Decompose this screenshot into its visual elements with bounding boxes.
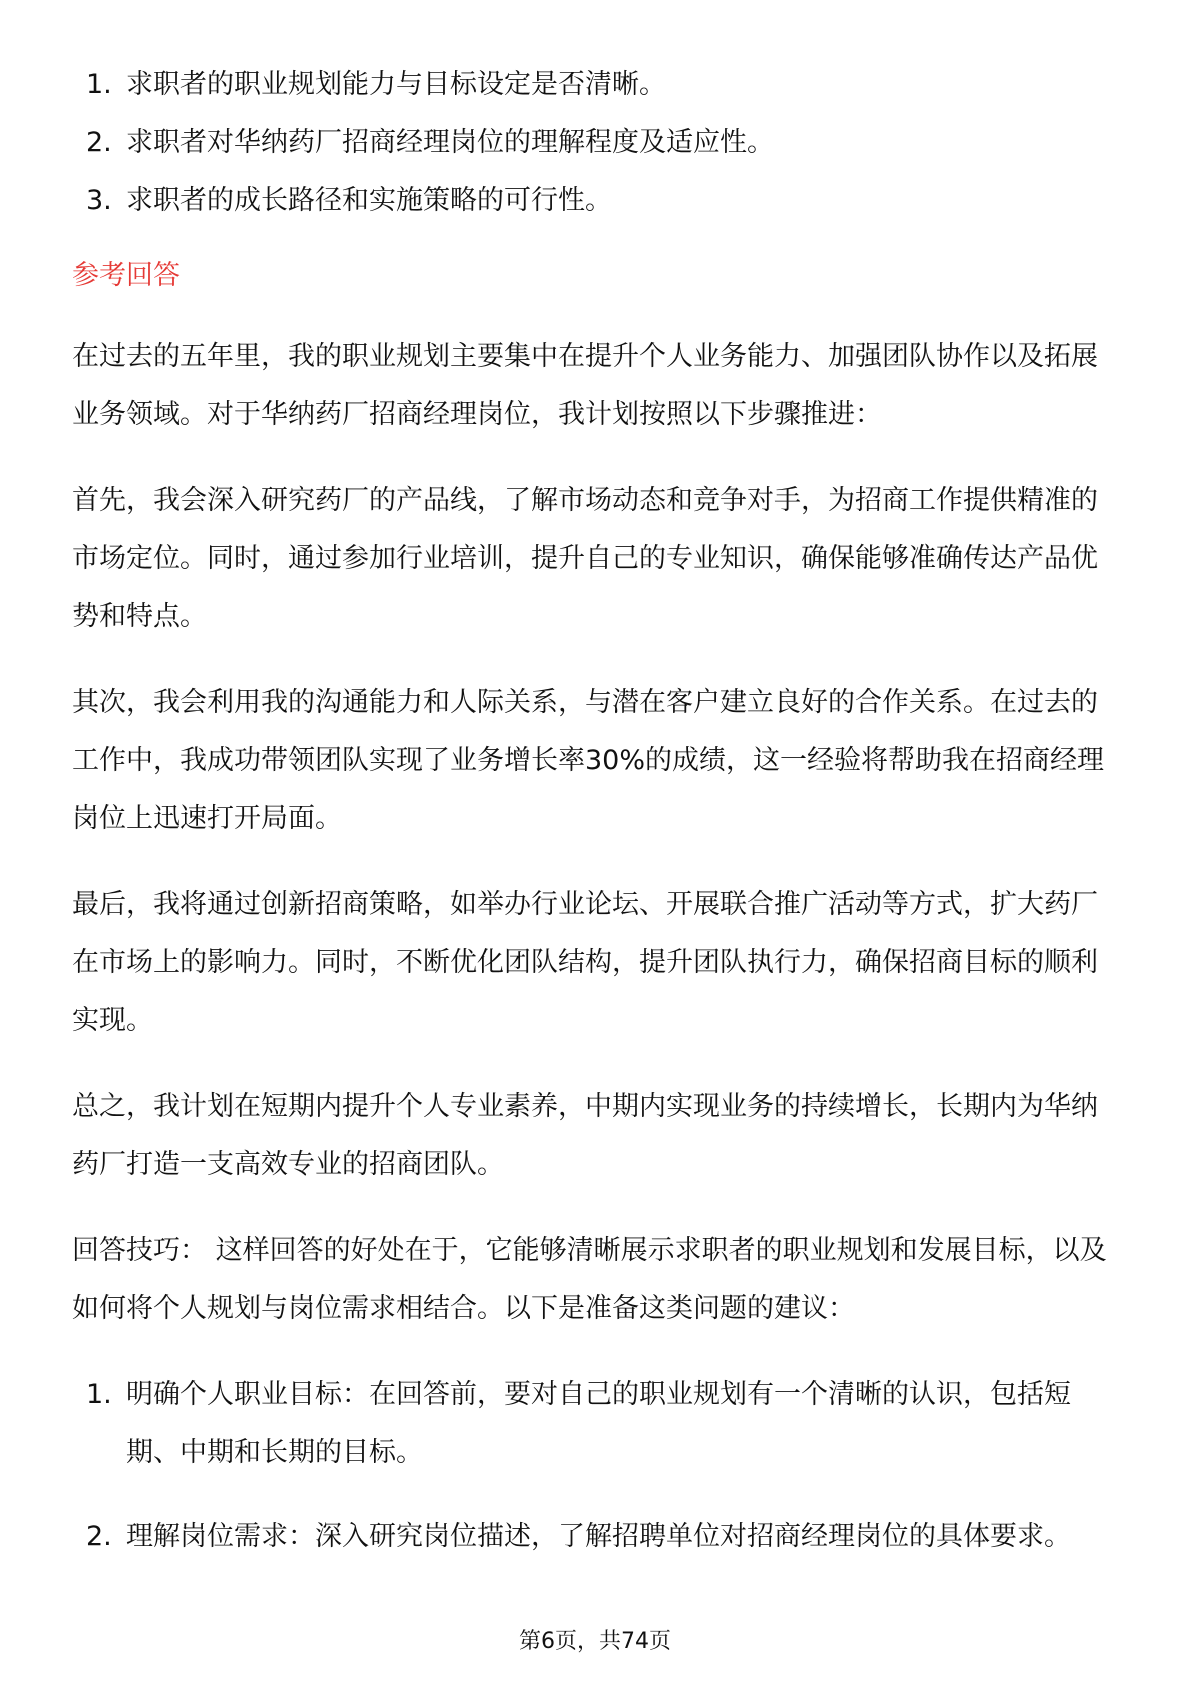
list-number: 3.: [86, 185, 112, 216]
evaluation-points-list: [72, 56, 1120, 230]
list-number: 1.: [86, 69, 112, 100]
list-number: 2.: [86, 127, 112, 158]
paragraph: 其次，我会利用我的沟通能力和人际关系，与潜在客户建立良好的合作关系。在过去的工作中，我成功带领团队实现了业务增长率30%的成绩，这一经验将帮助我在招商经理岗位上迅速打开局面。: [72, 687, 1105, 834]
list-item: [72, 56, 1120, 114]
list-item: [72, 172, 1120, 230]
page-content: [72, 56, 1120, 1592]
list-item-text: 求职者对华纳药厂招商经理岗位的理解程度及适应性。: [126, 127, 774, 158]
paragraph: 在过去的五年里，我的职业规划主要集中在提升个人业务能力、加强团队协作以及拓展业务领域。对于华纳药厂招商经理岗位，我计划按照以下步骤推进：: [72, 341, 1098, 430]
list-item-text: 明确个人职业目标：在回答前，要对自己的职业规划有一个清晰的认识，包括短期、中期和长期的目标。: [126, 1379, 1071, 1468]
tips-list: [72, 1366, 1120, 1566]
paragraph: 回答技巧： 这样回答的好处在于，它能够清晰展示求职者的职业规划和发展目标，以及如何将个人规划与岗位需求相结合。以下是准备这类问题的建议：: [72, 1235, 1107, 1324]
list-item-text: 理解岗位需求：深入研究岗位描述，了解招聘单位对招商经理岗位的具体要求。: [126, 1521, 1071, 1552]
list-item: [72, 114, 1120, 172]
list-item-text: 求职者的职业规划能力与目标设定是否清晰。: [126, 69, 666, 100]
list-number: 1.: [86, 1379, 112, 1410]
paragraph: 首先，我会深入研究药厂的产品线，了解市场动态和竞争对手，为招商工作提供精准的市场定位。同时，通过参加行业培训，提升自己的专业知识，确保能够准确传达产品优势和特点。: [72, 485, 1098, 632]
list-number: 2.: [86, 1521, 112, 1552]
section-heading: 参考回答: [72, 260, 180, 291]
paragraph: 总之，我计划在短期内提升个人专业素养，中期内实现业务的持续增长，长期内为华纳药厂打造一支高效专业的招商团队。: [72, 1091, 1098, 1180]
page-footer: 第6页，共74页: [519, 1629, 671, 1654]
list-item: [72, 1508, 1120, 1566]
list-item: [72, 1366, 1120, 1482]
list-item-text: 求职者的成长路径和实施策略的可行性。: [126, 185, 612, 216]
paragraph: 最后，我将通过创新招商策略，如举办行业论坛、开展联合推广活动等方式，扩大药厂在市场上的影响力。同时，不断优化团队结构，提升团队执行力，确保招商目标的顺利实现。: [72, 889, 1098, 1036]
